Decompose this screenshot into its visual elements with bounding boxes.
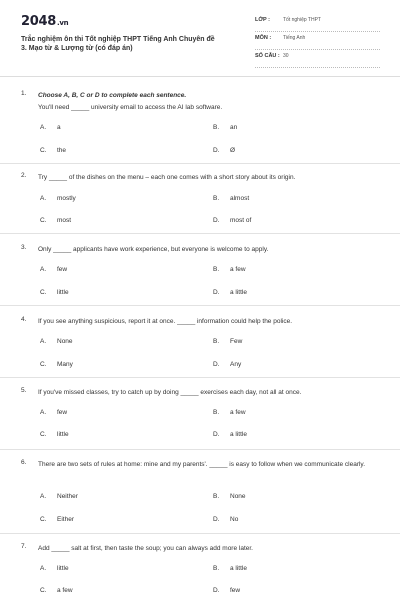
option-letter: B.: [213, 338, 220, 345]
question-sentence: Try _____ of the dishes on the menu – each one comes with a short story about its origin.: [38, 174, 296, 181]
meta-value: 30: [283, 53, 289, 59]
option-text: an: [230, 124, 238, 131]
meta-key: LỚP :: [255, 17, 270, 23]
document-title: [21, 35, 251, 53]
option-a[interactable]: [40, 266, 67, 273]
question-separator: [0, 163, 400, 164]
question-sentence: If you see anything suspicious, report it at once. _____ information could help the police.: [38, 318, 293, 325]
logo-main: 2048: [21, 14, 56, 29]
meta-row-subject: [255, 32, 380, 50]
option-b[interactable]: [213, 266, 246, 273]
option-letter: A.: [40, 565, 47, 572]
question-sentence: Add _____ salt at first, then taste the soup; you can always add more later.: [38, 545, 253, 552]
option-text: a few: [230, 409, 246, 416]
meta-value: Tốt nghiệp THPT: [283, 17, 321, 23]
option-c[interactable]: [40, 516, 74, 523]
option-c[interactable]: [40, 217, 71, 224]
option-letter: C.: [40, 289, 47, 296]
option-a[interactable]: [40, 195, 76, 202]
question-number: 5.: [21, 387, 27, 394]
option-d[interactable]: [213, 217, 251, 224]
option-c[interactable]: [40, 147, 66, 154]
option-letter: A.: [40, 338, 47, 345]
option-text: Neither: [57, 493, 78, 500]
option-letter: B.: [213, 493, 220, 500]
option-text: None: [230, 493, 246, 500]
question-separator: [0, 377, 400, 378]
option-text: little: [57, 431, 69, 438]
meta-value: Tiếng Anh: [283, 35, 306, 41]
option-text: a little: [230, 431, 247, 438]
meta-row-count: [255, 50, 380, 68]
option-b[interactable]: [213, 409, 246, 416]
option-text: a little: [230, 565, 247, 572]
option-c[interactable]: [40, 361, 73, 368]
meta-key: MÔN :: [255, 35, 272, 41]
question-instruction: Choose A, B, C or D to complete each sentence.: [38, 92, 187, 99]
option-letter: C.: [40, 587, 47, 594]
option-a[interactable]: [40, 124, 61, 131]
option-letter: D.: [213, 289, 220, 296]
option-letter: D.: [213, 431, 220, 438]
option-a[interactable]: [40, 338, 73, 345]
option-b[interactable]: [213, 565, 247, 572]
option-letter: B.: [213, 565, 220, 572]
option-letter: A.: [40, 195, 47, 202]
question-separator: [0, 233, 400, 234]
question-number: 3.: [21, 244, 27, 251]
option-text: No: [230, 516, 239, 523]
option-text: few: [57, 409, 68, 416]
option-d[interactable]: [213, 516, 238, 523]
title-line-1: Trắc nghiệm ôn thi Tốt nghiệp THPT Tiếng Anh Chuyên đề: [21, 36, 215, 43]
page-header: [0, 0, 400, 72]
option-letter: D.: [213, 587, 220, 594]
option-letter: D.: [213, 361, 220, 368]
question-number: 7.: [21, 543, 27, 550]
option-text: mostly: [57, 195, 76, 202]
question-sentence: If you've missed classes, try to catch up by doing _____ exercises each day, not all at once.: [38, 389, 302, 396]
site-logo[interactable]: [21, 14, 68, 29]
option-letter: D.: [213, 147, 220, 154]
option-d[interactable]: [213, 431, 247, 438]
option-b[interactable]: [213, 338, 242, 345]
question-sentence: Only _____ applicants have work experience, but everyone is welcome to apply.: [38, 246, 269, 253]
option-b[interactable]: [213, 493, 246, 500]
question-number: 1.: [21, 90, 27, 97]
option-c[interactable]: [40, 587, 73, 594]
document-meta: [255, 14, 380, 68]
option-c[interactable]: [40, 289, 69, 296]
option-d[interactable]: [213, 361, 241, 368]
option-letter: B.: [213, 124, 220, 131]
option-letter: A.: [40, 493, 47, 500]
option-text: few: [230, 587, 241, 594]
option-letter: C.: [40, 431, 47, 438]
question-number: 6.: [21, 459, 27, 466]
option-text: Many: [57, 361, 73, 368]
option-text: the: [57, 147, 67, 154]
title-line-2: 3. Mạo từ & Lượng từ (có đáp án): [21, 45, 133, 52]
option-letter: B.: [213, 195, 220, 202]
option-d[interactable]: [213, 587, 240, 594]
option-text: most: [57, 217, 72, 224]
option-text: None: [57, 338, 73, 345]
question-text: [38, 90, 378, 114]
option-letter: A.: [40, 409, 47, 416]
question-number: 4.: [21, 316, 27, 323]
option-text: a: [57, 124, 61, 131]
option-text: little: [57, 565, 69, 572]
option-c[interactable]: [40, 431, 69, 438]
option-b[interactable]: [213, 124, 237, 131]
option-letter: D.: [213, 516, 220, 523]
option-a[interactable]: [40, 493, 78, 500]
option-text: a little: [230, 289, 247, 296]
option-text: a few: [230, 266, 246, 273]
option-text: Any: [230, 361, 242, 368]
option-text: almost: [230, 195, 250, 202]
option-text: Few: [230, 338, 243, 345]
question-sentence: You'll need _____ university email to access the AI lab software.: [38, 104, 223, 111]
meta-row-class: [255, 14, 380, 32]
option-text: few: [57, 266, 68, 273]
option-letter: C.: [40, 147, 47, 154]
question-separator: [0, 449, 400, 450]
option-letter: C.: [40, 516, 47, 523]
option-d[interactable]: [213, 147, 235, 154]
option-text: little: [57, 289, 69, 296]
option-text: Either: [57, 516, 74, 523]
option-letter: C.: [40, 217, 47, 224]
question-number: 2.: [21, 172, 27, 179]
option-letter: C.: [40, 361, 47, 368]
option-text: a few: [57, 587, 73, 594]
meta-key: SỐ CÂU :: [255, 53, 280, 59]
option-letter: A.: [40, 266, 47, 273]
question-separator: [0, 305, 400, 306]
logo-suffix: .vn: [56, 19, 69, 27]
option-a[interactable]: [40, 409, 67, 416]
option-text: most of: [230, 217, 252, 224]
option-a[interactable]: [40, 565, 69, 572]
option-letter: D.: [213, 217, 220, 224]
option-b[interactable]: [213, 195, 249, 202]
option-letter: B.: [213, 266, 220, 273]
option-d[interactable]: [213, 289, 247, 296]
question-separator: [0, 533, 400, 534]
option-letter: B.: [213, 409, 220, 416]
question-sentence: There are two sets of rules at home: mine and my parents'. _____ is easy to follow when we communicate clearly.: [38, 461, 365, 468]
option-text: Ø: [230, 147, 236, 154]
option-letter: A.: [40, 124, 47, 131]
header-divider: [0, 76, 400, 77]
